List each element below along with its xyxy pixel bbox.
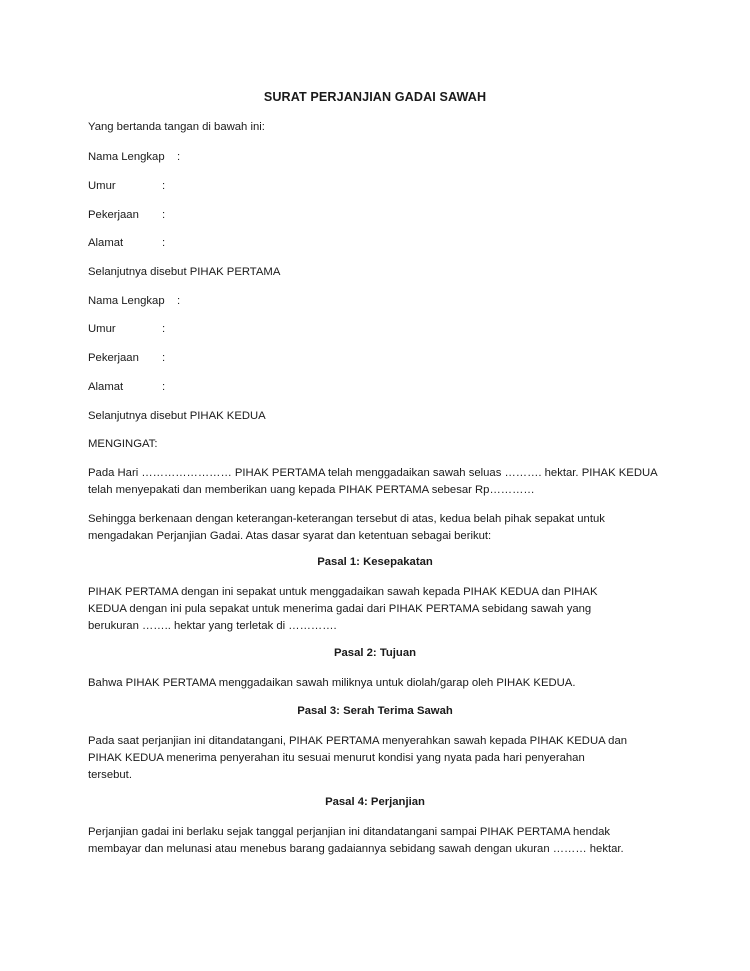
field-label-alamat: Alamat bbox=[88, 381, 124, 393]
paragraph-line: membayar dan melunasi atau menebus barang gadaiannya sebidang sawah dengan ukuran ……… hektar. bbox=[88, 843, 624, 856]
field-colon: : bbox=[162, 209, 166, 221]
field-label-umur: Umur bbox=[88, 323, 116, 335]
field-colon: : bbox=[162, 180, 166, 192]
paragraph-line: Bahwa PIHAK PERTAMA menggadaikan sawah miliknya untuk diolah/garap oleh PIHAK KEDUA. bbox=[88, 677, 576, 689]
paragraph-line: PIHAK PERTAMA dengan ini sepakat untuk menggadaikan sawah kepada PIHAK KEDUA dan PIHAK bbox=[88, 586, 598, 598]
paragraph-pada-hari bbox=[88, 465, 658, 499]
paragraph-line: berukuran …….. hektar yang terletak di …………. bbox=[88, 620, 337, 633]
field-colon: : bbox=[162, 237, 166, 249]
pasal-1-body bbox=[88, 584, 598, 636]
pasal-3-body bbox=[88, 733, 627, 785]
field-colon: : bbox=[177, 151, 181, 163]
mengingat-heading: MENGINGAT: bbox=[88, 438, 158, 450]
intro-text: Yang bertanda tangan di bawah ini: bbox=[88, 121, 265, 133]
paragraph-line: Sehingga berkenaan dengan keterangan-keterangan tersebut di atas, kedua belah pihak sepakat untuk bbox=[88, 513, 605, 525]
paragraph-line: PIHAK KEDUA menerima penyerahan itu sesuai menurut kondisi yang nyata pada hari penyerahan bbox=[88, 752, 585, 765]
field-colon: : bbox=[162, 381, 166, 393]
pasal-2-heading: Pasal 2: Tujuan bbox=[333, 647, 417, 659]
pasal-2-body bbox=[88, 675, 575, 692]
field-label-alamat: Alamat bbox=[88, 237, 124, 249]
paragraph-line: Pada saat perjanjian ini ditandatangani, PIHAK PERTAMA menyerahkan sawah kepada PIHAK KEDUA dan bbox=[88, 735, 628, 747]
paragraph-line: KEDUA dengan ini pula sepakat untuk menerima gadai dari PIHAK PERTAMA sebidang sawah yang bbox=[88, 603, 592, 616]
paragraph-line: tersebut. bbox=[88, 769, 132, 782]
paragraph-line: mengadakan Perjanjian Gadai. Atas dasar syarat dan ketentuan sebagai berikut: bbox=[88, 530, 492, 543]
paragraph-line: Perjanjian gadai ini berlaku sejak tanggal perjanjian ini ditandatangani sampai PIHAK PERTAMA hendak bbox=[88, 826, 611, 838]
field-label-nama: Nama Lengkap bbox=[88, 151, 165, 163]
pihak-pertama-note: Selanjutnya disebut PIHAK PERTAMA bbox=[88, 266, 281, 278]
field-label-pekerjaan: Pekerjaan bbox=[88, 352, 139, 364]
field-colon: : bbox=[162, 352, 166, 364]
field-colon: : bbox=[177, 295, 181, 307]
field-label-pekerjaan: Pekerjaan bbox=[88, 209, 139, 221]
paragraph-line: telah menyepakati dan memberikan uang kepada PIHAK PERTAMA sebesar Rp………… bbox=[88, 484, 535, 497]
pasal-1-heading: Pasal 1: Kesepakatan bbox=[317, 556, 433, 568]
pasal-4-heading: Pasal 4: Perjanjian bbox=[325, 796, 425, 808]
document-title: SURAT PERJANJIAN GADAI SAWAH bbox=[263, 90, 487, 104]
paragraph-sehingga bbox=[88, 511, 605, 545]
field-label-nama: Nama Lengkap bbox=[88, 295, 165, 307]
field-label-umur: Umur bbox=[88, 180, 116, 192]
pihak-kedua-note: Selanjutnya disebut PIHAK KEDUA bbox=[88, 410, 266, 422]
field-colon: : bbox=[162, 323, 166, 335]
paragraph-line: Pada Hari …………………… PIHAK PERTAMA telah menggadaikan sawah seluas ………. hektar. PIHAK KEDUA bbox=[88, 467, 658, 479]
pasal-4-body bbox=[88, 824, 624, 858]
pasal-3-heading: Pasal 3: Serah Terima Sawah bbox=[297, 705, 453, 717]
